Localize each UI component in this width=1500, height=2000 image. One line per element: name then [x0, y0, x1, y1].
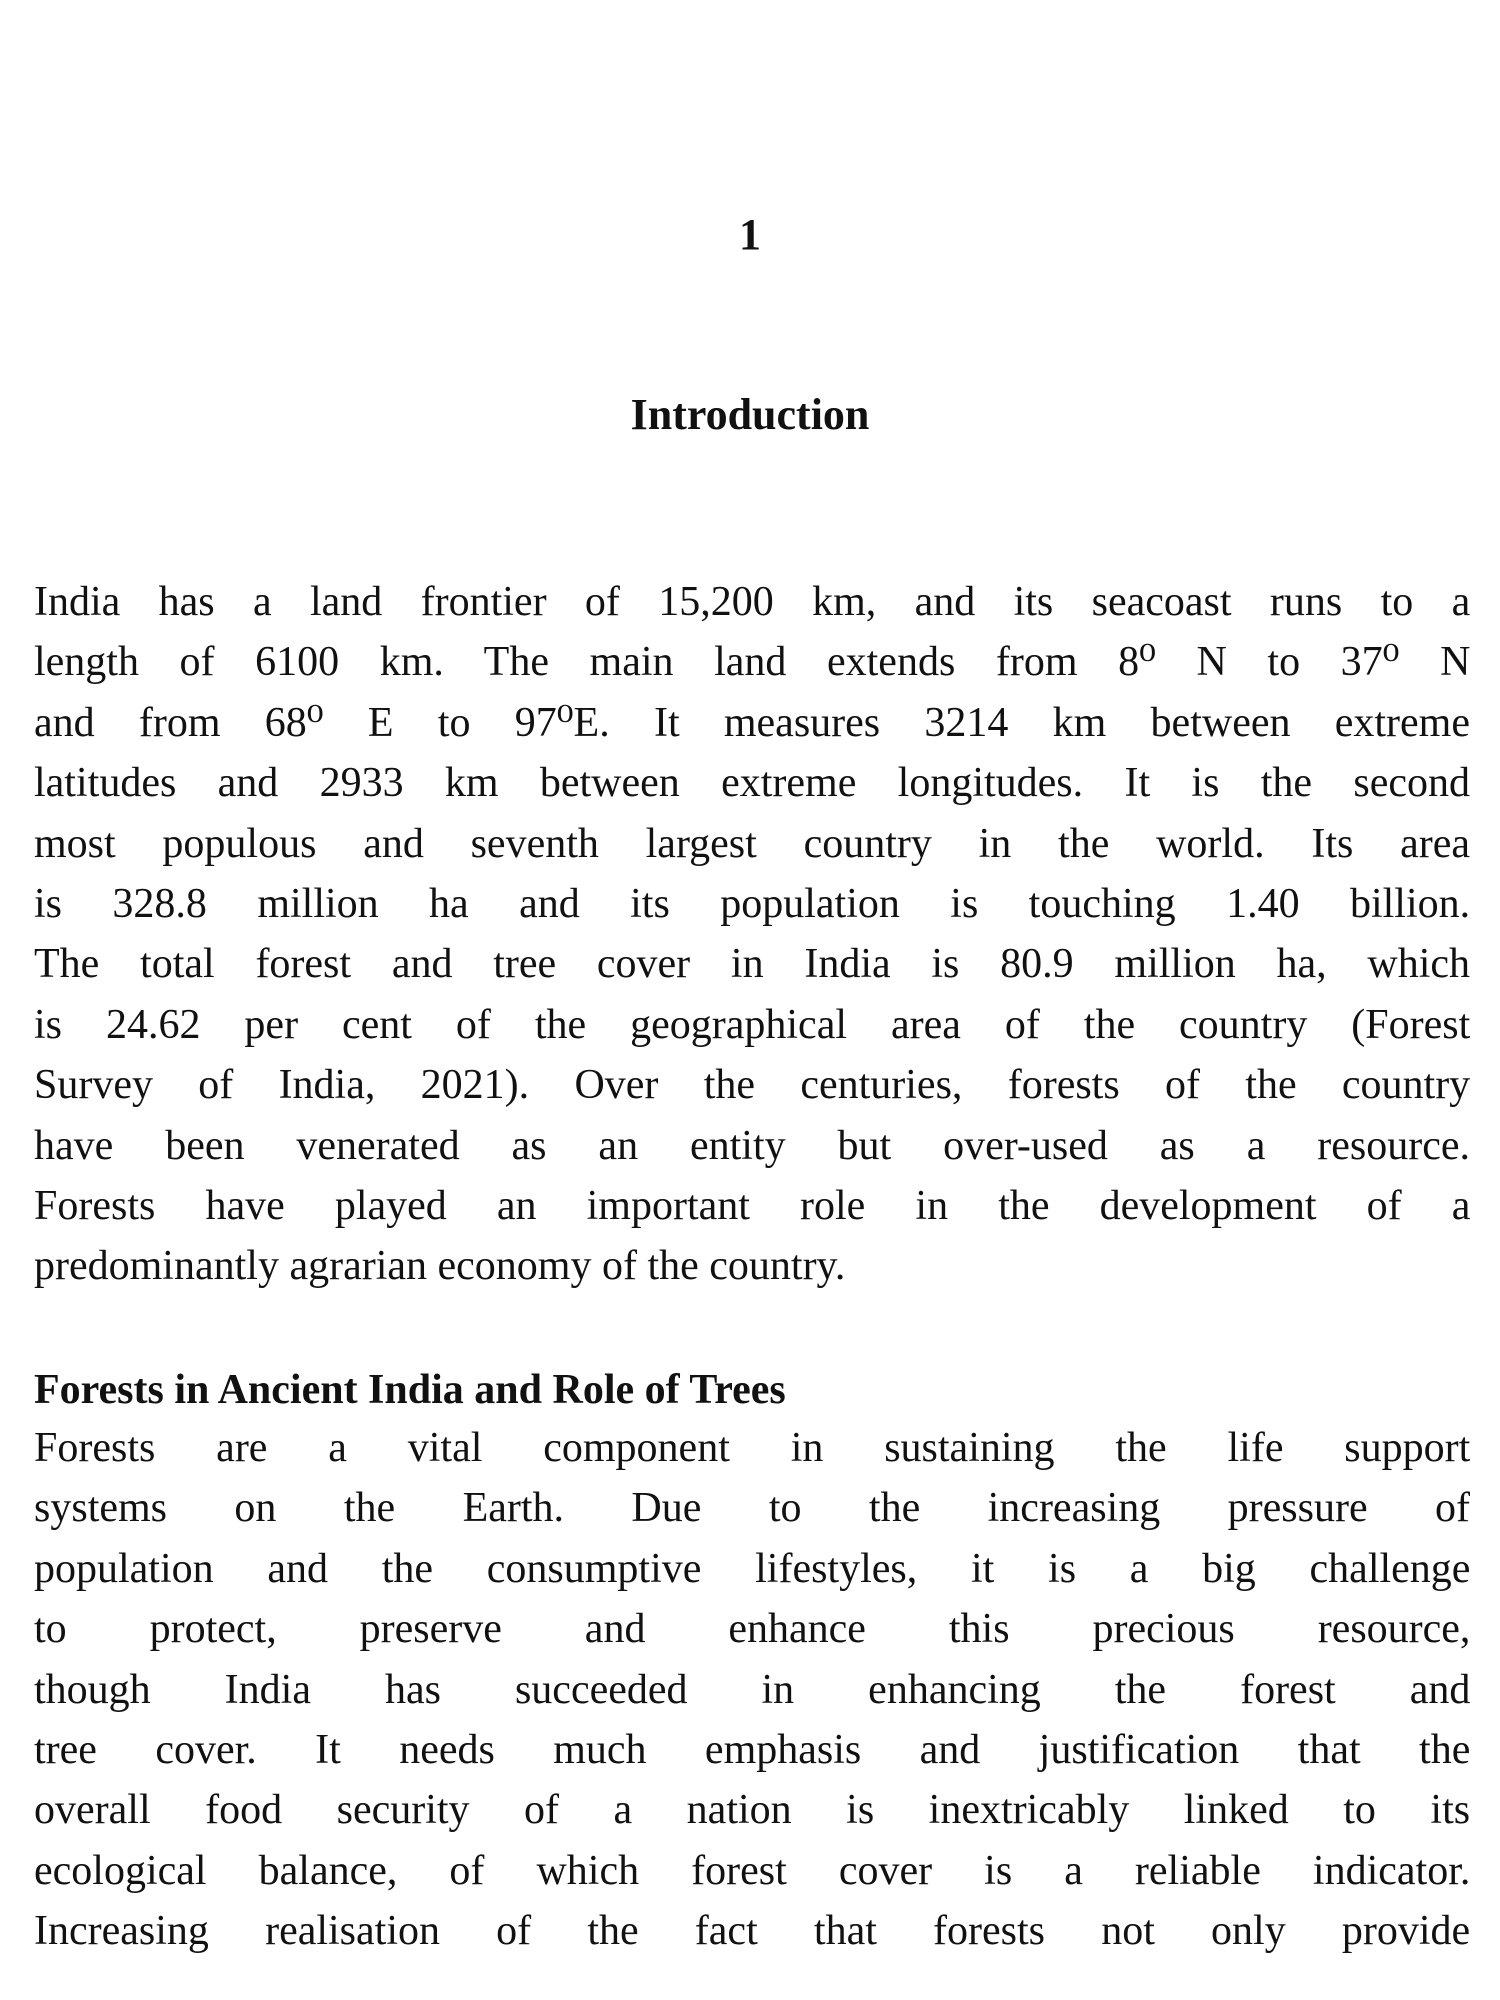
- paragraph-line: predominantly agrarian economy of the country.: [34, 1243, 846, 1290]
- paragraph-line: Increasing realisation of the fact that forests not only provide: [34, 1908, 1471, 1955]
- intro-paragraph: [34, 572, 1470, 1297]
- paragraph-line: is 328.8 million ha and its population is touching 1.40 billion.: [34, 880, 1471, 927]
- paragraph-line: ecological balance, of which forest cover is a reliable indicator.: [34, 1847, 1471, 1894]
- section-heading: Forests in Ancient India and Role of Trees: [34, 1367, 786, 1413]
- paragraph-line: India has a land frontier of 15,200 km, and its seacoast runs to a: [34, 579, 1471, 625]
- paragraph-line: Survey of India, 2021). Over the centuries, forests of the country: [34, 1062, 1471, 1109]
- chapter-number: 1: [739, 210, 761, 259]
- paragraph-line: to protect, preserve and enhance this precious resource,: [34, 1606, 1471, 1653]
- paragraph-line: though India has succeeded in enhancing the forest and: [34, 1666, 1471, 1713]
- paragraph-line: overall food security of a nation is inextricably linked to its: [34, 1787, 1471, 1834]
- paragraph-line: have been venerated as an entity but over-used as a resource.: [34, 1122, 1470, 1169]
- chapter-title: Introduction: [630, 390, 870, 439]
- paragraph-line: is 24.62 per cent of the geographical area of the country (Forest: [34, 1001, 1471, 1048]
- paragraph-line: Forests have played an important role in the development of a: [34, 1182, 1471, 1229]
- paragraph-line: most populous and seventh largest country in the world. Its area: [34, 820, 1470, 867]
- paragraph-line: latitudes and 2933 km between extreme longitudes. It is the second: [34, 760, 1470, 807]
- paragraph-line: and from 68⁰ E to 97⁰E. It measures 3214 km between extreme: [34, 699, 1470, 746]
- forests-paragraph: [34, 1418, 1470, 1962]
- paragraph-line: Forests are a vital component in sustaining the life support: [34, 1425, 1471, 1471]
- paragraph-line: length of 6100 km. The main land extends from 8⁰ N to 37⁰ N: [34, 639, 1471, 686]
- paragraph-line: tree cover. It needs much emphasis and justification that the: [34, 1726, 1471, 1773]
- paragraph-line: The total forest and tree cover in India is 80.9 million ha, which: [34, 941, 1471, 988]
- paragraph-line: systems on the Earth. Due to the increasing pressure of: [34, 1485, 1470, 1532]
- paragraph-line: population and the consumptive lifestyles, it is a big challenge: [34, 1545, 1471, 1592]
